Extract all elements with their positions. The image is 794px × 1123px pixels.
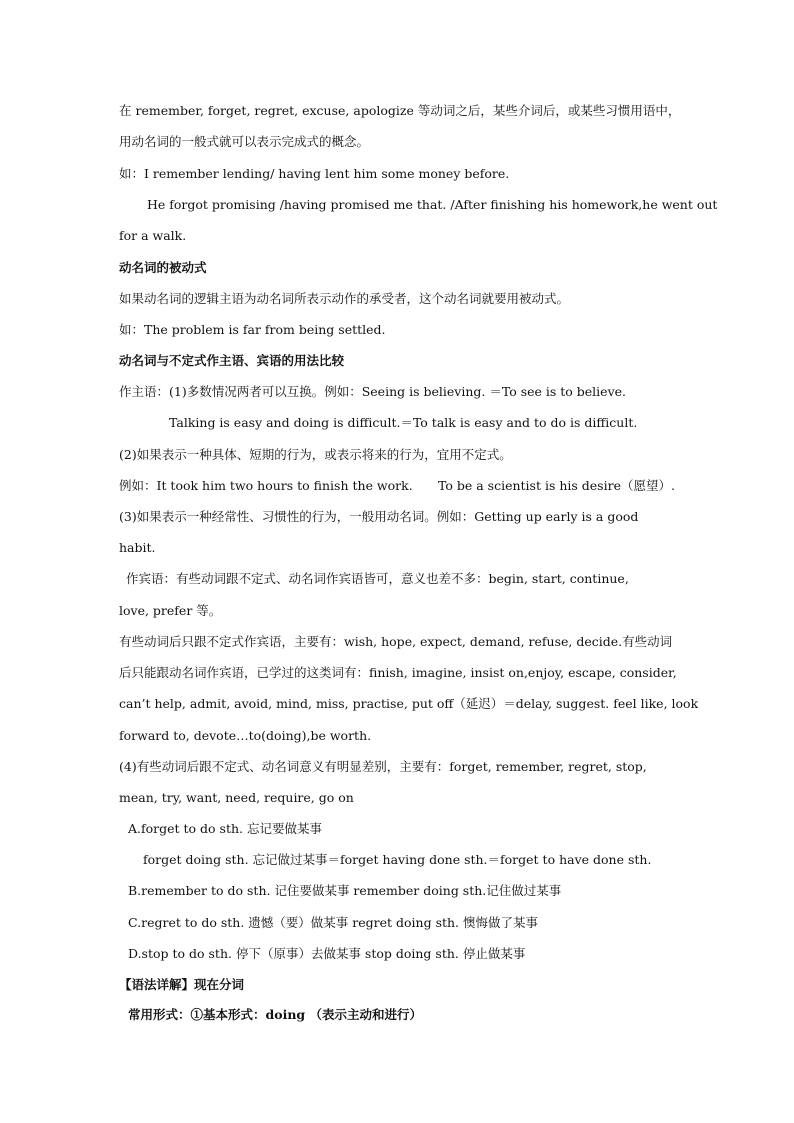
list-item: C.regret to do sth. 遗憾（要）做某事 regret doing sth. 懊悔做了某事 (128, 915, 538, 930)
list-item: B.remember to do sth. 记住要做某事 remember doing sth.记住做过某事 (128, 883, 562, 898)
section-heading: 常用形式：①基本形式：doing （表示主动和进行） (128, 1007, 423, 1022)
text-line: He forgot promising /having promised me that. /After finishing his homework,he went out (147, 197, 718, 212)
text-line: 作主语：(1)多数情况两者可以互换。例如：Seeing is believing. ＝To see is to believe. (119, 384, 627, 399)
section-heading: 动名词与不定式作主语、宾语的用法比较 (119, 353, 345, 368)
text-line: habit. (119, 540, 156, 555)
text-line: 在 remember, forget, regret, excuse, apologize 等动词之后，某些介词后，或某些习惯用语中， (119, 103, 681, 118)
section-heading: 动名词的被动式 (119, 260, 207, 275)
text-line: can’t help, admit, avoid, mind, miss, practise, put off（延迟）＝delay, suggest. feel like, look (119, 696, 699, 711)
list-item: D.stop to do sth. 停下（原事）去做某事 stop doing sth. 停止做某事 (128, 946, 526, 961)
section-heading: 【语法详解】现在分词 (119, 977, 245, 992)
text-line: for a walk. (119, 228, 187, 243)
text-line: (2)如果表示一种具体、短期的行为，或表示将来的行为，宜用不定式。 (119, 447, 512, 462)
text-line: love, prefer 等。 (119, 603, 222, 618)
text-line: 后只能跟动名词作宾语，已学过的这类词有：finish, imagine, insist on,enjoy, escape, consider, (119, 665, 677, 680)
list-item: A.forget to do sth. 忘记要做某事 (128, 821, 322, 836)
text-line: To be a scientist is his desire（愿望）. (438, 478, 675, 493)
text-line: (3)如果表示一种经常性、习惯性的行为，一般用动名词。例如：Getting up early is a good (119, 509, 639, 524)
text-line: Talking is easy and doing is difficult.＝To talk is easy and to do is difficult. (169, 415, 638, 430)
list-item: forget doing sth. 忘记做过某事＝forget having done sth.＝forget to have done sth. (143, 852, 652, 867)
text-line: forward to, devote…to(doing),be worth. (119, 728, 372, 743)
text-line: mean, try, want, need, require, go on (119, 790, 354, 805)
text-line: 如：I remember lending/ having lent him some money before. (119, 166, 510, 181)
text-line: 有些动词后只跟不定式作宾语，主要有：wish, hope, expect, demand, refuse, decide.有些动词 (119, 634, 673, 649)
text-line: 作宾语：有些动词跟不定式、动名词作宾语皆可，意义也差不多：begin, start, continue, (126, 571, 629, 586)
text-line: 如：The problem is far from being settled. (119, 322, 386, 337)
text-line: (4)有些动词后跟不定式、动名词意义有明显差别，主要有：forget, remember, regret, stop, (119, 759, 647, 774)
text-line: 例如：It took him two hours to finish the work. (119, 478, 413, 493)
text-line: 用动名词的一般式就可以表示完成式的概念。 (119, 134, 370, 149)
text-line: 如果动名词的逻辑主语为动名词所表示动作的承受者，这个动名词就要用被动式。 (119, 291, 570, 306)
